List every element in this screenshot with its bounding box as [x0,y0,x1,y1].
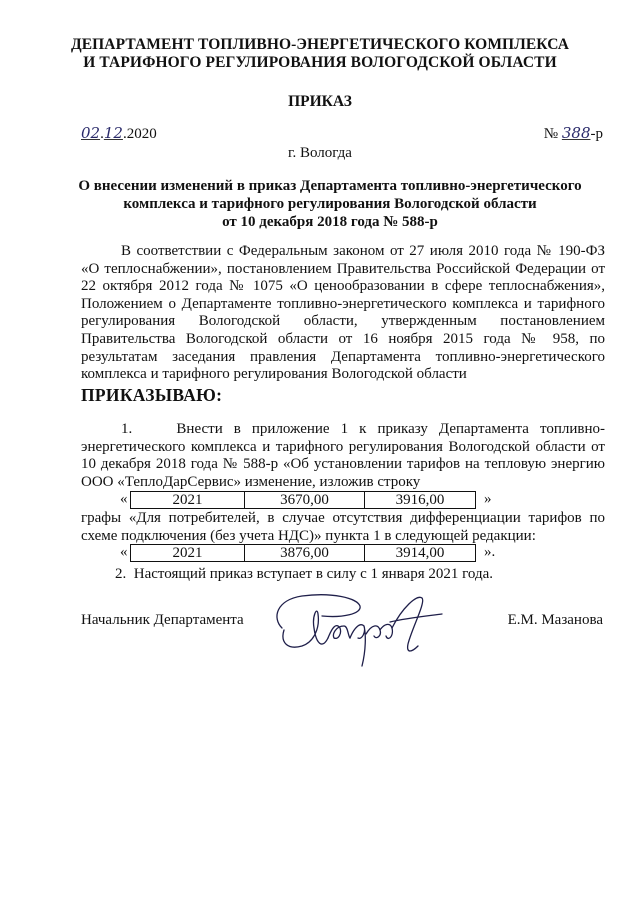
number-suffix: -р [590,126,603,142]
department-header-line2: И ТАРИФНОГО РЕГУЛИРОВАНИЯ ВОЛОГОДСКОЙ ОБЛАСТИ [83,54,557,71]
order-number [544,124,603,143]
new-year-cell: 2021 [131,545,245,562]
order-subject [60,177,600,231]
number-value: 388 [561,124,591,142]
old-year-cell: 2021 [131,492,245,509]
number-prefix: № [543,126,559,142]
preamble-paragraph: В соответствии с Федеральным законом от 27 июля 2010 года № 190-ФЗ «О теплоснабжении», постановлением Правительства Российской Федерации от 22 октября 2012 года № 1075 «О ценообразовании в сфере теплоснабжения», Положением о Департаменте топливно-энергетического комплекса и тарифного регулирования Вологодской области, утвержденным постановлением Правительства Вологодской области от 16 ноября 2015 года № 958, по результатам заседания правления Департамента топливно-энергетического комплекса и тарифного регулирования Вологодской области [81,243,605,383]
date-day: 02 [81,124,101,142]
subject-line3: от 10 декабря 2018 года № 588-р [222,214,438,230]
city: г. Вологда [288,145,352,161]
quote-close: ». [484,544,496,560]
signatory-position: Начальник Департамента [81,612,244,628]
department-header-line1: ДЕПАРТАМЕНТ ТОПЛИВНО-ЭНЕРГЕТИЧЕСКОГО КОМПЛЕКСА [70,36,570,53]
old-value2-cell: 3916,00 [365,492,476,509]
command-heading: ПРИКАЗЫВАЮ: [81,385,223,405]
date-sep: . [100,126,104,142]
item-1: 1. Внести в приложение 1 к приказу Департамента топливно-энергетического комплекса и тарифного регулирования Вологодской области от 10 декабря 2018 года № 588-р «Об установлении тарифов на тепловую энергию ООО «ТеплоДарСервис» изменение, изложив строку [81,421,605,490]
order-date [81,124,157,143]
new-tariff-table [130,544,476,562]
subject-line2: комплекса и тарифного регулирования Вологодской области [123,196,537,212]
order-title: ПРИКАЗ [288,93,352,110]
signatory-name: Е.М. Мазанова [507,612,603,628]
quote-open: « [120,544,128,560]
new-value1-cell: 3876,00 [245,545,365,562]
old-value1-cell: 3670,00 [245,492,365,509]
subject-line1: О внесении изменений в приказ Департамента топливно-энергетического [78,178,582,194]
date-month: 12 [103,124,123,142]
graph-text: графы «Для потребителей, в случае отсутствия дифференциации тарифов по схеме подключения (без учета НДС)» пункта 1 в следующей редакции: [81,510,605,544]
new-value2-cell: 3914,00 [365,545,476,562]
department-header [0,36,640,72]
quote-close: » [484,491,492,507]
item-2: 2. Настоящий приказ вступает в силу с 1 января 2021 года. [115,566,493,582]
old-tariff-row [120,491,500,510]
old-tariff-table [130,491,476,509]
new-tariff-row [120,544,500,563]
handwritten-signature [262,588,452,678]
date-year: .2020 [122,126,157,142]
quote-open: « [120,491,128,507]
